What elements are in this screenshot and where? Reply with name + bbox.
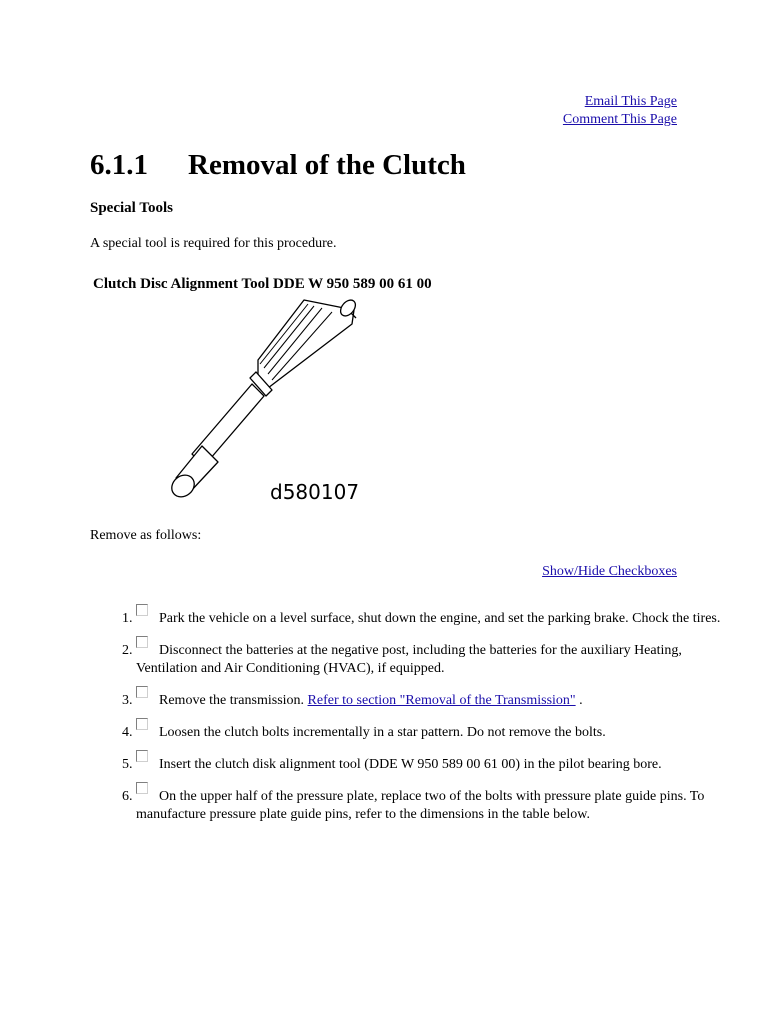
section-title: Removal of the Clutch xyxy=(188,149,466,181)
step-text: Insert the clutch disk alignment tool (DDE W 950 589 00 61 00) in the pilot bearing bore. xyxy=(159,757,662,772)
step-checkbox[interactable] xyxy=(136,782,148,794)
step-6 xyxy=(136,782,726,824)
step-1 xyxy=(136,604,726,628)
step-checkbox[interactable] xyxy=(136,604,148,616)
tool-name-heading: Clutch Disc Alignment Tool DDE W 950 589 00 61 00 xyxy=(93,276,432,292)
step-text: On the upper half of the pressure plate, replace two of the bolts with pressure plate guide pins. To manufacture pressure plate guide pins, refer to the dimensions in the table below. xyxy=(136,789,705,822)
step-text: Loosen the clutch bolts incrementally in a star pattern. Do not remove the bolts. xyxy=(159,725,606,740)
step-checkbox[interactable] xyxy=(136,686,148,698)
special-tools-intro: A special tool is required for this procedure. xyxy=(90,236,337,251)
removal-of-transmission-link[interactable]: Refer to section "Removal of the Transmission" xyxy=(307,693,576,708)
step-4 xyxy=(136,718,726,742)
comment-this-page-link[interactable]: Comment This Page xyxy=(562,112,677,127)
page-actions xyxy=(563,93,677,129)
step-text: Park the vehicle on a level surface, shut down the engine, and set the parking brake. Chock the tires. xyxy=(159,611,721,626)
show-hide-checkboxes-link[interactable]: Show/Hide Checkboxes xyxy=(542,564,677,579)
step-checkbox[interactable] xyxy=(136,750,148,762)
step-3 xyxy=(136,686,726,710)
page-title xyxy=(90,146,466,184)
step-5 xyxy=(136,750,726,774)
figure-label: d580107 xyxy=(270,480,360,504)
procedure-steps xyxy=(90,604,726,832)
step-text: Disconnect the batteries at the negative post, including the batteries for the auxiliary Heating, Ventilation and Air Conditioning (HVAC), if equipped. xyxy=(136,643,682,676)
step-text-end: . xyxy=(579,693,583,708)
email-this-page-link[interactable]: Email This Page xyxy=(584,94,677,109)
section-number: 6.1.1 xyxy=(90,149,148,181)
step-2 xyxy=(136,636,726,678)
alignment-tool-illustration xyxy=(168,296,398,510)
step-text: Remove the transmission. xyxy=(159,693,305,708)
step-checkbox[interactable] xyxy=(136,636,148,648)
step-checkbox[interactable] xyxy=(136,718,148,730)
remove-intro: Remove as follows: xyxy=(90,528,202,543)
special-tools-heading: Special Tools xyxy=(90,200,173,216)
